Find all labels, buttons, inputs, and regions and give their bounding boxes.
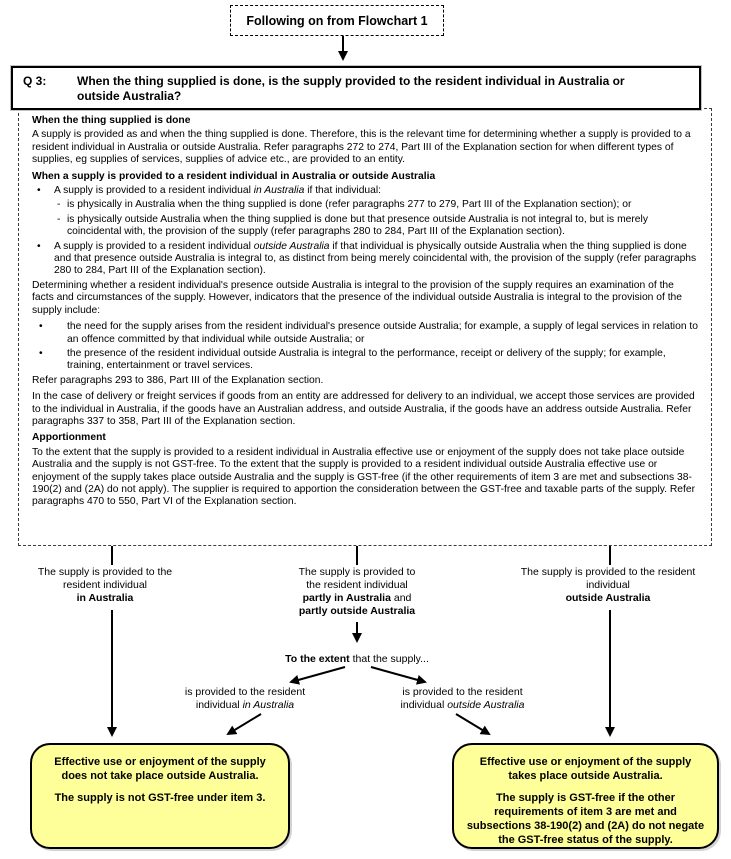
branch-middle-bold2: partly outside Australia (298, 605, 416, 617)
para-determining: Determining whether a resident individual's presence outside Australia is integral to the provision of the supply requires an examination of the facts and circumstances of the supply. However, indicators that the presence of the individual outside Australia is integral to the provision of the supply include: (32, 279, 683, 316)
branch-right-bold: outside Australia (565, 592, 651, 604)
bullet-icon: • (39, 321, 43, 333)
bullet-icon: • (37, 185, 41, 197)
bullet-in-pre: A supply is provided to a resident individual (54, 185, 254, 197)
outcome-right-para1: Effective use or enjoyment of the supply takes place outside Australia. (479, 756, 692, 782)
sub-right-italic: outside Australia (447, 699, 525, 711)
question-text: When the thing supplied is done, is the supply provided to the resident individual in Australia or outside Australia? (77, 74, 625, 103)
explanation-box (18, 108, 712, 546)
extent-bold: To the extent (285, 653, 350, 665)
sub-right-pre: is provided to the resident individual (400, 686, 523, 711)
branch-label-partly (292, 566, 422, 618)
branch-right-text: The supply is provided to the resident individual (520, 566, 696, 591)
sub-label-outside-australia (385, 686, 540, 712)
extent-label (257, 653, 457, 666)
branch-middle-plain: and (390, 592, 412, 604)
heading-when-done: When the thing supplied is done (32, 115, 191, 126)
bullet-presence-integral (32, 348, 698, 373)
branch-left-bold: in Australia (76, 592, 134, 604)
bullet-outside-australia-text (54, 241, 698, 278)
title-box-label: Following on from Flowchart 1 (246, 13, 428, 28)
para-refer: Refer paragraphs 293 to 386, Part III of the Explanation section. (32, 374, 324, 386)
outcome-left-para1: Effective use or enjoyment of the supply does not take place outside Australia. (54, 756, 266, 782)
para-when-done: A supply is provided as and when the thing supplied is done. Therefore, this is the relevant time for determining whether a supply is provided to a resident individual in Australia or outside Australia. Refer paragraphs 272 to 274, Part III of the Explanation section for when different types of supplies, eg supplies of services, supplies of advice etc., are provided to an entity. (32, 129, 691, 166)
bullet-need-text: the need for the supply arises from the resident individual's presence outside Australia; for example, a supply of legal services in relation to an offence committed by that individual while outside Australia; or (67, 321, 698, 345)
title-box (230, 5, 444, 36)
dash-item-text: is physically outside Australia when the thing supplied is done but that presence outside Australia is not integral to, but is merely coincidental with, the provision of the supply (refer paragraphs 280 to 284, Part III of the Explanation section). (67, 213, 648, 238)
dash-item-text: is physically in Australia when the thing supplied is done (refer paragraphs 277 to 279, Part III of the Explanation section); or (67, 199, 632, 211)
outcome-right-para2: The supply is GST-free if the other requirements of item 3 are met and subsections 38-190(2) and (2A) do not negate the GST-free status of the supply. (466, 792, 705, 846)
bullet-in-australia-text (54, 185, 698, 197)
arrow-sub-left-to-outcome (228, 714, 261, 734)
para-delivery: In the case of delivery or freight services if goods from an entity are addressed for delivery to an individual, we accept those services are provided to the individual in Australia, if the goods have an Australian address, and outside Australia, if the goods have an address outside Australia. Refer paragraphs 337 to 358, Part III of the Explanation section. (32, 391, 695, 427)
sub-left-pre: is provided to the resident individual (184, 686, 306, 711)
arrow-extent-to-sub-left (291, 667, 345, 682)
bullet-icon: • (39, 347, 43, 359)
heading-provided: When a supply is provided to a resident individual in Australia or outside Australia (32, 170, 436, 182)
bullet-need-for-supply (32, 321, 698, 346)
dash-icon: - (57, 213, 61, 225)
dash-icon: - (57, 199, 61, 211)
bullet-outside-post: if that individual is physically outside Australia when the thing supplied is done and that presence outside Australia is integral to, as distinct from being merely coincidental with, the provision of the supply (refer paragraphs 280 to 284, Part III of the Explanation section). (54, 240, 697, 277)
sub-label-in-australia (175, 686, 315, 712)
sub-left-italic: in Australia (242, 699, 295, 711)
branch-middle-bold1: partly in Australia (302, 592, 391, 604)
bullet-in-post: if that individual: (304, 185, 382, 197)
branch-label-outside-australia (508, 566, 708, 605)
extent-rest: that the supply... (349, 653, 429, 665)
arrow-extent-to-sub-right (371, 667, 425, 682)
bullet-in-italic: in Australia (253, 185, 305, 197)
bullet-icon: • (37, 240, 41, 252)
dash-item-physically-outside (32, 214, 698, 239)
branch-middle-line3 (292, 592, 422, 605)
branch-left-text: The supply is provided to the resident individual (37, 566, 173, 591)
bullet-outside-australia (32, 241, 698, 278)
heading-apportionment: Apportionment (32, 432, 106, 444)
outcome-box-not-gst-free (30, 743, 290, 849)
question-number: Q 3: (23, 74, 47, 88)
arrow-sub-right-to-outcome (456, 714, 489, 734)
bullet-outside-pre: A supply is provided to a resident individual (54, 240, 254, 252)
bullet-outside-italic: outside Australia (253, 240, 330, 252)
branch-middle-text: The supply is provided to the resident individual (298, 566, 416, 591)
dash-item-physically-in (32, 199, 698, 211)
bullet-in-australia (32, 185, 698, 197)
para-apportionment: To the extent that the supply is provided to a resident individual in Australia effective use or enjoyment of the supply does not take place outside Australia and the supply is not GST-free. To the extent that the supply is provided to a resident individual outside Australia effective use or enjoyment of the supply takes place outside Australia and the supply is GST-free (if the other requirements of item 3 are met and subsections 38-190(2) and (2A) do not apply). The supplier is required to apportion the consideration between the GST-free and taxable parts of the supply. Refer paragraphs 470 to 550, Part VI of the Explanation section. (32, 446, 696, 508)
outcome-left-para2: The supply is not GST-free under item 3. (54, 792, 266, 804)
branch-label-in-australia (25, 566, 185, 605)
outcome-box-gst-free (452, 743, 719, 849)
bullet-presence-text: the presence of the resident individual outside Australia is integral to the performance, receipt or delivery of the supply; for example, training, entertainment or travel services. (67, 347, 666, 372)
question-box (11, 66, 701, 110)
